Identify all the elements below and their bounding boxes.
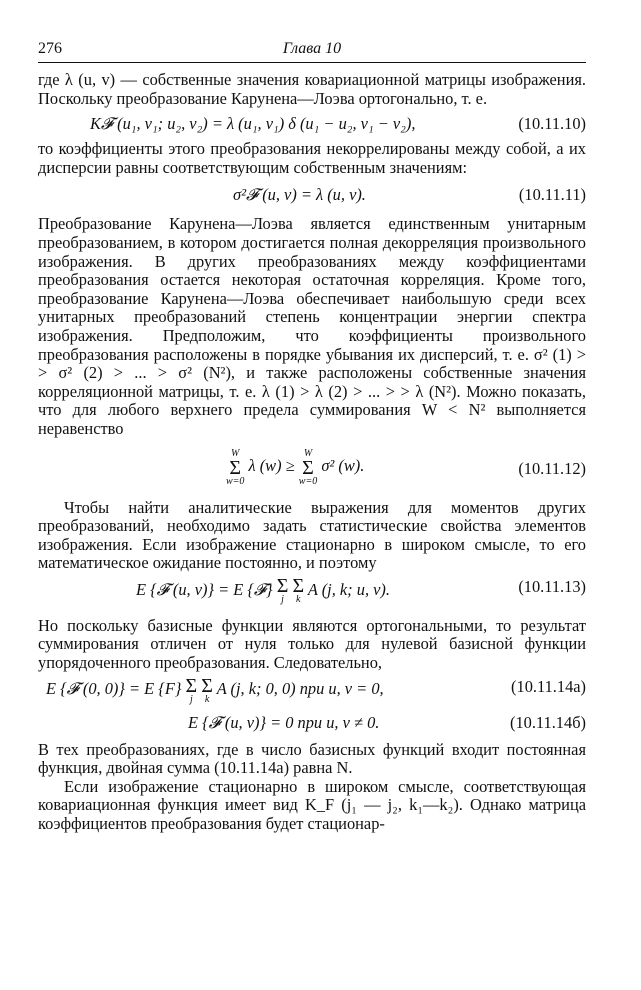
equation-number: (10.11.11): [518, 185, 586, 205]
equation-10-11-11: [38, 185, 586, 205]
page-header: [38, 40, 586, 62]
paragraph-7: Если изображение стационарно в широком смысле, соответствующая ковариационная функция имеет вид K_F (j₁ — j₂, k₁—k₂). Однако матрица коэффициентов преобразования будет стационар-: [38, 776, 586, 834]
sum-term-lambda: λ (w) ≥: [248, 456, 295, 476]
sigma-symbol: Σ: [302, 456, 314, 479]
equation-number: (10.11.13): [518, 576, 586, 596]
paragraph-3: Преобразование Карунена—Лоэва является единственным унитарным преобразованием, в котором достигается полная декорреляция произвольного изображения. В других преобразованиях между коэффициентами преобразования остается некоторая остаточная корреляция. Кроме того, преобразование Карунена—Лоэва обеспечивает наибольшую среди всех унитарных преобразований степень концентрации энергии спектра изображения. Предположим, что коэффициенты произвольного преобразования расположены в порядке убывания их дисперсий, т. е. σ² (1) > > σ² (2) > ... > σ² (N²), и также расположены собственные значения корреляционной матрицы, т. е. λ (1) > λ (2) > ... > > λ (N²). Можно показать, что для любого верхнего предела суммирования W < N² выполняется неравенство: [38, 214, 586, 438]
sum-upper-limit: W: [231, 447, 240, 459]
sigma-symbol: Σ: [229, 456, 242, 479]
sigma-symbol: Σ: [292, 574, 305, 597]
equation-10-11-12: [38, 445, 586, 491]
sum-operator: [299, 449, 317, 487]
sum-operator-j: [185, 674, 198, 705]
paragraph-2: то коэффициенты этого преобразования некоррелированы между собой, а их дисперсии равны соответствующим собственным значениям:: [38, 139, 586, 177]
page-number: 276: [38, 40, 62, 57]
equation-number: (10.11.14а): [511, 676, 586, 696]
sigma-symbol: Σ: [201, 674, 213, 697]
equation-number: (10.11.10): [518, 114, 586, 134]
sigma-symbol: Σ: [276, 574, 289, 597]
sum-operator-k: [201, 674, 213, 705]
sum-index: k: [296, 593, 301, 605]
equation-number: (10.11.12): [518, 458, 586, 478]
paragraph-5: Но поскольку базисные функции являются ортогональными, то результат суммирования отличен от нуля только для нулевой базисной функции упорядоченного преобразования. Следовательно,: [38, 615, 586, 673]
equation-rhs: A (j, k; 0, 0) при u, v = 0,: [216, 679, 384, 699]
paragraph-6: В тех преобразованиях, где в число базисных функций входит постоянная функция, двойная сумма (10.11.14а) равна N.: [38, 739, 586, 778]
sum-index: j: [189, 693, 193, 705]
equation-lhs: E {𝓕 (0, 0)} = E {F}: [46, 679, 182, 699]
sum-lower-limit: w=0: [298, 475, 318, 487]
equation-rhs: A (j, k; u, v).: [307, 579, 390, 599]
equation-expression: E {𝓕 (u, v)} = 0 при u, v ≠ 0.: [188, 712, 380, 732]
equation-10-11-14b: [38, 713, 586, 733]
equation-10-11-10: [38, 114, 586, 134]
paragraph-4: Чтобы найти аналитические выражения для моментов других преобразований, необходимо задать статистические свойства элементов изображения. Если изображение стационарно в широком смысле, то его математическое ожидание постоянно, и поэтому: [38, 497, 586, 573]
sum-operator-k: [292, 574, 305, 605]
equation-10-11-13: [38, 574, 586, 611]
header-rule: [38, 62, 586, 63]
sum-operator: [226, 449, 244, 487]
sigma-symbol: Σ: [185, 674, 198, 697]
sum-term-sigma: σ² (w).: [321, 456, 365, 476]
equation-expression: σ²𝓕 (u, v) = λ (u, v).: [233, 185, 366, 205]
paragraph-1: где λ (u, v) — собственные значения ковариационной матрицы изображения. Поскольку преобразование Карунена—Лоэва ортогонально, т. е.: [38, 70, 586, 108]
sum-index: k: [204, 693, 210, 705]
equation-expression: K𝓕 (u₁, v₁; u₂, v₂) = λ (u₁, v₁) δ (u₁ − u₂, v₁ − v₂),: [90, 114, 416, 134]
chapter-title: Глава 10: [282, 40, 342, 57]
sum-lower-limit: w=0: [226, 475, 245, 487]
equation-lhs: E {𝓕 (u, v)} = E {𝓕}: [136, 579, 273, 599]
book-page: [38, 40, 586, 834]
sum-index: j: [281, 593, 284, 605]
equation-number: (10.11.14б): [509, 712, 586, 732]
sum-upper-limit: W: [303, 447, 313, 459]
equation-10-11-14a: [38, 674, 586, 711]
sum-operator-j: [276, 574, 289, 605]
